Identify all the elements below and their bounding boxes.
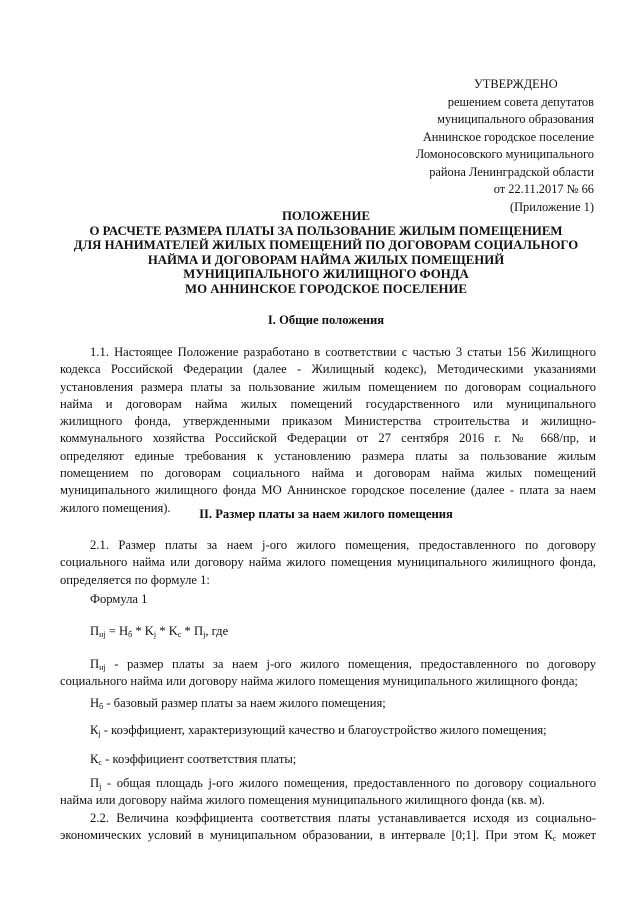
title-line: ПОЛОЖЕНИЕ: [281, 209, 371, 223]
title-line: НАЙМА И ДОГОВОРАМ НАЙМА ЖИЛЫХ ПОМЕЩЕНИЙ: [147, 252, 505, 267]
definition-kc: $К_с$ - коэффициент соответствия платы;: [90, 752, 297, 767]
definition-pj: $П_j$ - общая площадь j-ого жилого помещения, предоставленного по договору социального найма или договору найма жилого помещения муниципального жилищного фонда (кв. м).: [60, 775, 596, 810]
text-line: установления размера платы за пользование жилым помещением по договорам социального: [60, 379, 596, 394]
text-line: социального найма или договору найма жилого помещения муниципального жилищного фонда;: [60, 674, 578, 689]
section-heading-1: I. Общие положения: [267, 313, 385, 327]
title-line: О РАСЧЕТЕ РАЗМЕРА ПЛАТЫ ЗА ПОЛЬЗОВАНИЕ ЖИЛЫМ ПОМЕЩЕНИЕМ: [89, 223, 563, 238]
title-line: МУНИЦИПАЛЬНОГО ЖИЛИЩНОГО ФОНДА: [183, 267, 469, 282]
definition-pnj: $П_{нj}$ - размер платы за наем j-ого жилого помещения, предоставленного по договору социального найма или договору найма жилого помещения муниципального жилищного фонда;: [60, 656, 596, 691]
text-line: коммунального хозяйства Российской Федерации от 27 сентября 2016 г. № 668/пр, и: [60, 431, 596, 446]
approval-stamp-block: [380, 76, 594, 216]
paragraph-1-1: [60, 344, 596, 517]
title-line: ДЛЯ НАНИМАТЕЛЕЙ ЖИЛЫХ ПОМЕЩЕНИЙ ПО ДОГОВОРАМ СОЦИАЛЬНОГО: [73, 238, 579, 253]
definition-kj: $К_j$ - коэффициент, характеризующий качество и благоустройство жилого помещения;: [90, 723, 547, 738]
paragraph-2-1: [60, 537, 596, 589]
approval-line: Аннинское городское поселение: [422, 129, 594, 144]
section-heading-2: II. Размер платы за наем жилого помещения: [199, 507, 453, 521]
formula-label: Формула 1: [90, 592, 148, 606]
formula: $П_{нj} = Н_б * K_j * K_c * П_j$, где: [90, 624, 229, 639]
text-line: кодекса Российской Федерации (далее - Жилищный кодекс), Методическими указаниями: [60, 362, 596, 377]
document-title: [30, 209, 622, 297]
text-line: найма и договорам найма жилых помещений государственного или муниципального: [60, 396, 596, 411]
approval-line: муниципального образования: [437, 112, 594, 126]
approval-line: решением совета депутатов: [447, 94, 594, 109]
text-line: жилого помещения).: [60, 500, 171, 515]
approval-heading: УТВЕРЖДЕНО: [474, 77, 558, 91]
text-line: 1.1. Настоящее Положение разработано в соответствии с частью 3 статьи 156 Жилищного: [90, 345, 596, 359]
text-line: определяют единые требования к установлению размера платы за пользование жилым: [60, 448, 596, 463]
definition-hb: $Н_б$ - базовый размер платы за наем жилого помещения;: [90, 696, 386, 711]
text-line: жилищного фонда, утвержденными приказом Министерства строительства и жилищно-: [60, 414, 596, 429]
paragraph-2-2: 2.2. Величина коэффициента соответствия платы устанавливается исходя из социально- экономических условий в муниципальном образовании, в интервале [0;1]. При этом $К_с$ может: [60, 811, 597, 844]
text-line: 2.2. Величина коэффициента соответствия платы устанавливается исходя из социально-: [90, 811, 596, 825]
approval-line: Ломоносовского муниципального: [415, 147, 594, 161]
title-line: МО АННИНСКОЕ ГОРОДСКОЕ ПОСЕЛЕНИЕ: [185, 281, 467, 296]
text-line: определяется по формуле 1:: [60, 572, 210, 587]
text-line: найма или договору найма жилого помещения муниципального жилищного фонда (кв. м).: [60, 793, 545, 808]
text-line: социального найма или договору найма жилого помещения муниципального жилищного фонда,: [60, 555, 596, 570]
approval-line: от 22.11.2017 № 66: [493, 182, 594, 196]
text-line: муниципального жилищного фонда МО Аннинское городское поселение (далее - плата за наем: [60, 483, 596, 498]
approval-line: (Приложение 1): [509, 199, 594, 214]
approval-line: района Ленинградской области: [429, 164, 594, 179]
text-line: помещением по договорам социального найма и договорам найма жилых помещений: [60, 466, 596, 481]
text-line: 2.1. Размер платы за наем j-ого жилого помещения, предоставленного по договору: [90, 538, 596, 552]
